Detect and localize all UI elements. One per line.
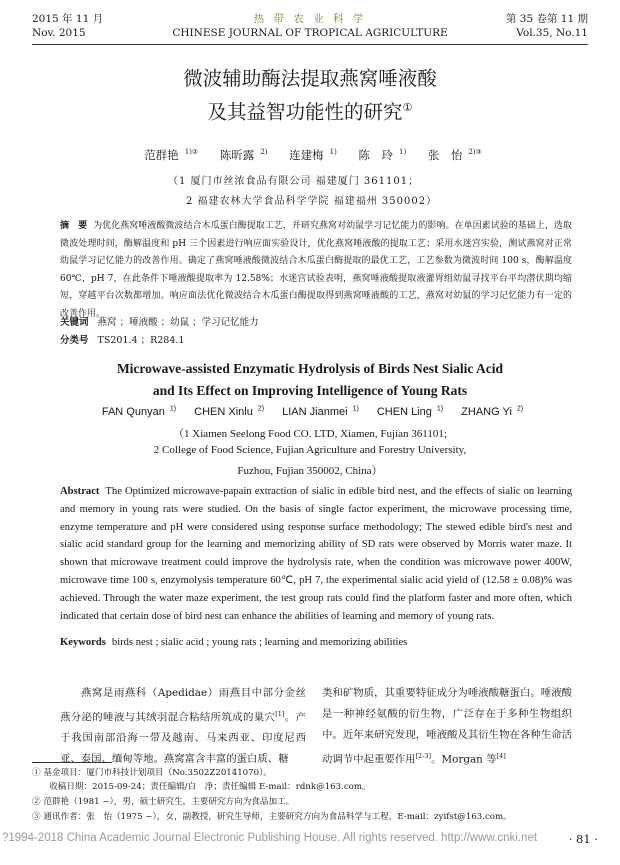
affiliation-en-2: 2 College of Food Science, Fujian Agriculture and Forestry University, (153, 444, 467, 456)
page-footer (0, 830, 620, 850)
citation-ref[interactable]: [1] (275, 710, 285, 718)
authors-cn (0, 147, 620, 163)
classification-cn (60, 332, 184, 346)
title-en-line2: and Its Effect on Improving Intelligence of Young Rats (152, 383, 468, 398)
citation-ref[interactable]: [4] (496, 752, 506, 760)
keywords-cn-label: 关键词 (60, 317, 89, 328)
author-en: LIAN Jianmei $^{1)}$ (282, 405, 359, 418)
keywords-en (60, 637, 407, 648)
header-journal-en: CHINESE JOURNAL OF TROPICAL AGRICULTURE (172, 27, 448, 39)
classification-cn-text: TS201.4 ；R284.1 (97, 335, 185, 346)
abstract-cn (60, 218, 572, 323)
abstract-cn-label: 摘 要 (60, 221, 88, 231)
running-header (32, 12, 588, 42)
author-cn: 张 怡 $^{2)③}$ (427, 148, 482, 162)
keywords-en-text: birds nest ; sialic acid ; young rats ; learning and memorizing abilities (111, 637, 408, 648)
author-en: ZHANG Yi $^{2)}$ (461, 405, 524, 418)
header-date-cn: 2015 年 11 月 (32, 13, 104, 25)
author-en: FAN Qunyan $^{1)}$ (101, 405, 177, 418)
title-en-line1: Microwave-assisted Enzymatic Hydrolysis of Birds Nest Sialic Acid (116, 361, 504, 376)
footnote-rule (32, 762, 112, 763)
author-cn: 连建梅 $^{1)}$ (289, 148, 337, 162)
body-column-right: 类和矿物质，其重要特征成分为唾液酸糖蛋白。唾液酸是一种神经氨酸的衍生物，广泛存在于多种生物组织中。近年来研究发现，唾液酸及其衍生物在各种生命活动调节中起重要作用[2-3]。Morgan 等[4] (322, 687, 572, 766)
footnote-author: ② 范群艳（1981 ~），男，硕士研究生，主要研究方向为食品加工。 (32, 797, 295, 807)
affiliation-en-1: （1 Xiamen Seelong Food CO. LTD, Xiamen, Fujian 361101; (173, 428, 447, 440)
abstract-cn-text: 为优化燕窝唾液酸微波结合木瓜蛋白酶提取工艺，并研究燕窝对幼鼠学习记忆能力的影响。在单因素试验的基础上，选取微波处理时间，酶解温度和 pH 三个因素进行响应面实验设计，优化燕窝唾液酸的提取工艺；采用水迷宫实验，测试燕窝对正常幼鼠学习记忆能力的改善作用。确定了燕窝唾液酸微波结合木瓜蛋白酶提取的最优工艺，工艺参数为微波时间 100 s，酶解温度 60℃，pH 7，在此条件下唾液酸提取率为 12.58%；水迷宫试验表明，燕窝唾液酸提取液灌胃组幼鼠寻找平台平均潜伏期均缩短，穿越平台次数都增加。响应面法优化微波结合木瓜蛋白酶提取得到燕窝唾液酸的工艺，燕窝对幼鼠的学习记忆能力有一定的改善作用。 (60, 221, 572, 319)
keywords-cn (60, 314, 259, 328)
header-journal-cn: 热 带 农 业 科 学 (253, 13, 367, 25)
abstract-en-text: The Optimized microwave-papain extraction of sialic in edible bird nest, and the effects of sialic on learning and memory in young rats were studied. On the basis of single factor experiment, the microwave processing time, enzyme temperature and pH were considered using response surface methodology; The stewed edible bird's nest and sialic acid standard group for the learning and memorizing ability of SD rats were observed by Morris water maze. It shown that microwave treatment could improve the hydrolysis rate, when the condition was microwave power 400W, microwave time 100 s, enzymolysis temperature 60℃, pH 7, the experimental sialic acid yield of (12.58 ± 0.08)% was achieved. Through the water maze experiment, the test group rats could find the platform faster and more often, which indicated that certain dose of bird nest can enhance the abilities of learning and memory of young rats. (60, 486, 572, 622)
affiliation-cn-2: 2 福建农林大学食品科学学院 福建福州 350002） (186, 196, 438, 207)
header-date-en: Nov. 2015 (32, 27, 86, 39)
title-cn-line1: 微波辅助酶法提取燕窝唾液酸 (183, 67, 437, 90)
footnote-corresponding: ③ 通讯作者：张 怡（1975 ~），女，副教授，研究生导师，主要研究方向为食品科学与工程，E-mail：zyifst@163.com。 (32, 812, 512, 822)
header-volume (506, 12, 588, 40)
header-volume-cn: 第 35 卷第 11 期 (505, 13, 588, 25)
copyright-watermark: ?1994-2018 China Academic Journal Electronic Publishing House. All rights reserved. http://www.cnki.net (2, 832, 538, 844)
citation-ref[interactable]: [2-3] (415, 752, 432, 760)
footnote-funding: ① 基金项目：厦门市科技计划项目（No.3502Z20141070）。 (32, 768, 272, 778)
keywords-cn-text: 燕窝 ；唾液酸 ；幼鼠 ；学习记忆能力 (97, 317, 259, 328)
header-rule (32, 44, 588, 45)
body-column-left: 燕窝是雨燕科（Apedidae）雨燕目中部分金丝燕分泌的唾液与其绒羽混合粘结所筑成的巢穴[1]。产于我国南部沿海一带及越南、马来西亚、印度尼西亚、泰国、缅甸等地。燕窝富含丰富的蛋白质、糖 (60, 687, 307, 766)
author-en: CHEN Ling $^{1)}$ (376, 405, 444, 418)
author-cn: 陈昕露 $^{2)}$ (219, 148, 268, 162)
abstract-en-label: Abstract (60, 486, 100, 497)
classification-cn-label: 分类号 (60, 335, 89, 346)
title-en (0, 358, 620, 402)
affiliation-cn-1: （1 厦门市丝浓食品有限公司 福建厦门 361101； (168, 176, 420, 187)
header-volume-en: Vol.35, No.11 (516, 27, 588, 39)
keywords-en-label: Keywords (60, 637, 106, 648)
author-cn: 陈 玲 $^{1)}$ (358, 148, 407, 162)
authors-en (0, 405, 620, 418)
footnote-received: 收稿日期：2015-09-24；责任编辑/白 净；责任编辑 E-mail：rdnk@163.com。 (32, 782, 371, 792)
header-journal (32, 12, 588, 40)
title-footnote-marker: ① (402, 101, 413, 114)
title-cn (0, 64, 620, 127)
page-number: · 81 · (568, 832, 598, 846)
author-cn: 范群艳 $^{1)②}$ (144, 148, 199, 162)
affiliation-en-3: Fuzhou, Fujian 350002, China） (237, 465, 383, 477)
title-cn-line2: 及其益智功能性的研究 (207, 100, 403, 124)
author-en: CHEN Xinlu $^{2)}$ (194, 405, 265, 418)
abstract-en (60, 483, 572, 625)
